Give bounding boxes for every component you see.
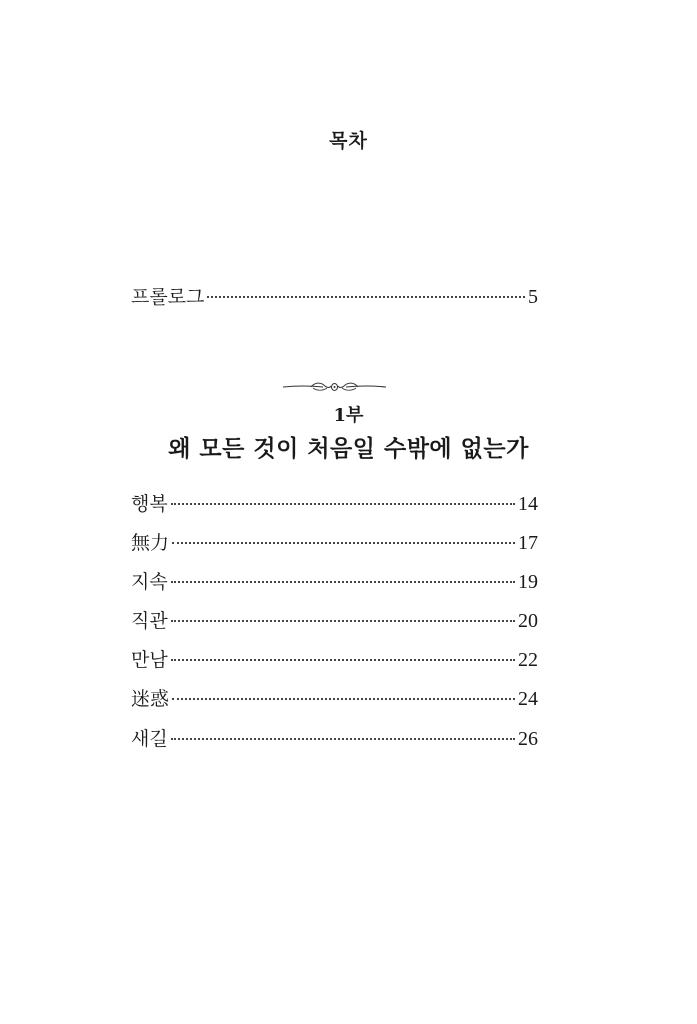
toc-entry[interactable] <box>131 727 538 751</box>
flourish-divider-icon <box>283 380 386 394</box>
entry-label: 직관 <box>131 610 168 632</box>
entry-page-number: 26 <box>518 728 538 750</box>
toc-entry[interactable] <box>131 492 538 516</box>
toc-entry[interactable] <box>131 531 538 555</box>
entry-label: 迷惑 <box>131 688 170 710</box>
toc-entry[interactable] <box>131 648 538 672</box>
entry-page-number: 19 <box>518 571 538 593</box>
dot-leader <box>172 698 515 700</box>
dot-leader <box>171 659 515 661</box>
dot-leader <box>207 296 525 298</box>
entry-page-number: 14 <box>518 493 538 515</box>
entry-label: 만남 <box>131 649 168 671</box>
entry-label: 지속 <box>131 571 168 593</box>
dot-leader <box>171 620 515 622</box>
entry-page-number: 5 <box>528 286 538 308</box>
entry-page-number: 22 <box>518 649 538 671</box>
dot-leader <box>172 542 515 544</box>
entry-page-number: 17 <box>518 532 538 554</box>
entry-label: 행복 <box>131 493 168 515</box>
toc-entry-prologue[interactable] <box>131 285 538 309</box>
dot-leader <box>171 581 515 583</box>
entry-page-number: 24 <box>518 688 538 710</box>
dot-leader <box>171 738 515 740</box>
entry-page-number: 20 <box>518 610 538 632</box>
toc-title: 목차 <box>329 130 368 152</box>
entry-label: 無力 <box>131 532 170 554</box>
dot-leader <box>171 503 515 505</box>
part-title: 왜 모든 것이 처음일 수밖에 없는가 <box>168 435 529 462</box>
part-number: 1부 <box>333 405 364 426</box>
entry-label: 새길 <box>131 728 168 750</box>
toc-entry[interactable] <box>131 570 538 594</box>
entry-label: 프롤로그 <box>131 286 205 308</box>
toc-entry[interactable] <box>131 609 538 633</box>
toc-entry[interactable] <box>131 687 538 711</box>
